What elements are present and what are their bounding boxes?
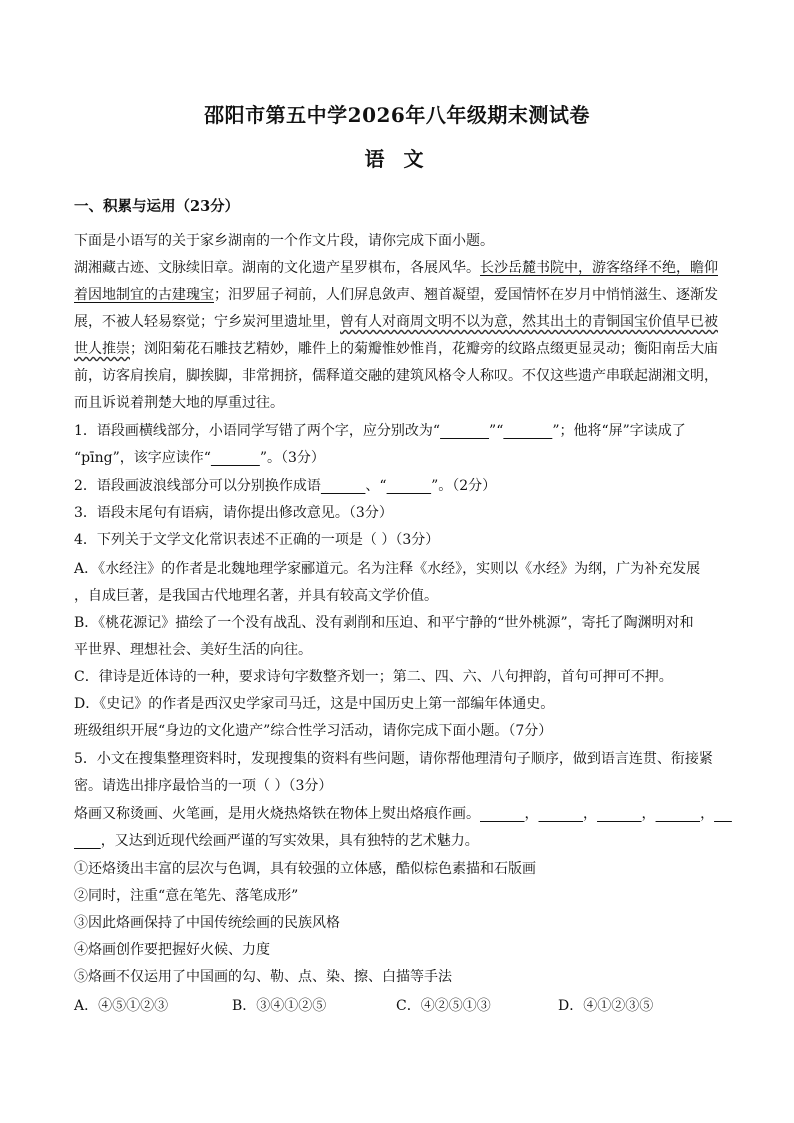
subject-title: 语 文 [364,147,430,171]
option-a-line-1: A．《水经注》的作者是北魏地理学家郦道元。名为注释《水经》，实则以《水经》为纲，广为补充发展 [74,561,701,577]
passage-line-1 [74,259,724,277]
answer-blank [597,806,642,822]
choice-a: A．④⑤①②③ [74,998,169,1014]
answer-blank [656,806,701,822]
wavy-underlined-text: 曾有人对商周文明不以为意，然其出土的青铜国宝价值早已被 [340,314,718,330]
question-1 [74,422,724,440]
passage-line-3 [74,313,724,331]
question-1-cont [74,449,724,467]
sentence-1: ①还烙烫出丰富的层次与色调，具有较强的立体感，酷似棕色素描和石版画 [74,861,536,877]
answer-blank [480,806,525,822]
question-5-cont: 密。请选出排序最恰当的一项（ ）（3分） [74,778,333,794]
passage-line-5: 前，访客肩挨肩，脚挨脚，非常拥挤，儒释道交融的建筑风格令人称叹。不仅这些遗产串联起湖湘文明， [74,368,718,384]
q1-text: ”；他将“屏”字读成了 [552,423,686,439]
activity-intro: 班级组织开展“身边的文化遗产”综合性学习活动，请你完成下面小题。（7分） [74,723,553,739]
passage-text: ；浏阳菊花石雕技艺精妙，雕件上的菊瓣惟妙惟肖，花瓣旁的纹路点缀更显灵动；衡阳南岳大庙 [130,341,718,357]
answer-blank [387,478,432,494]
sentence-2: ②同时，注重“意在笔先、落笔成形” [74,888,299,904]
q2-text: 2．语段画波浪线部分可以分别换作成语 [74,478,321,494]
exam-title: 邵阳市第五中学2026年八年级期末测试卷 [204,103,590,127]
option-b-line-1: B．《桃花源记》描绘了一个没有战乱、没有剥削和压迫、和平宁静的“世外桃源”，寄托了陶渊明对和 [74,615,694,631]
wavy-underlined-text: 世人推崇 [74,341,130,357]
q5-passage-text: ，又达到近现代绘画严谨的写实效果，具有独特的艺术魅力。 [100,833,479,849]
option-c: C．律诗是近体诗的一种，要求诗句字数整齐划一；第二、四、六、八句押韵，首句可押可不押。 [74,669,673,685]
passage-line-6: 而且诉说着荆楚大地的厚重过往。 [74,395,284,411]
option-a-line-2: ，自成巨著，是我国古代地理名著，并具有较高文学价值。 [74,588,438,604]
question-3: 3．语段末尾句有语病，请你提出修改意见。（3分） [74,505,393,521]
choice-c: C．④②⑤①③ [396,998,491,1014]
option-d: D．《史记》的作者是西汉史学家司马迁，这是中国历史上第一部编年体通史。 [74,696,555,712]
answer-blank [440,423,489,439]
choice-b: B．③④①②⑤ [232,998,327,1014]
sentence-4: ④烙画创作要把握好火候、力度 [74,942,270,958]
passage-text: ；汨罗屈子祠前，人们屏息敛声、翘首凝望，爱国情怀在岁月中悄悄滋生、逐渐发 [214,287,718,303]
option-b-line-2: 平世界、理想社会、美好生活的向往。 [74,642,312,658]
passage-text: 展，不被人轻易察觉；宁乡炭河里遗址里， [74,314,340,330]
question-2 [74,477,724,495]
choice-d: D．④①②③⑤ [558,998,654,1014]
answer-blank [539,806,584,822]
answer-blank [321,478,366,494]
sentence-3: ③因此烙画保持了中国传统绘画的民族风格 [74,915,340,931]
passage-line-4 [74,340,724,358]
passage-text: 湖湘藏古迹、文脉续旧章。湖南的文化遗产星罗棋布，各展风华。 [74,260,480,276]
q1-text: “pīng”，该字应读作“ [74,450,211,466]
question-4: 4．下列关于文学文化常识表述不正确的一项是（ ）（3分） [74,532,440,548]
q1-text: ”。（3分） [259,450,325,466]
q5-passage-text: 烙画又称烫画、火笔画，是用火烧热烙铁在物体上熨出烙痕作画。 [74,806,480,822]
section-heading: 一、积累与运用（23分） [74,198,240,215]
underlined-text: 着因地制宜的古建瑰宝 [74,287,214,303]
answer-blank [74,833,101,849]
answer-blank [714,806,732,822]
answer-blank [211,450,260,466]
q5-passage-line-2 [74,832,724,850]
passage-intro: 下面是小语写的关于家乡湖南的一个作文片段，请你完成下面小题。 [74,233,494,249]
q2-text: ”。（2分） [431,478,497,494]
q1-text: 1．语段画横线部分，小语同学写错了两个字，应分别改为“ [74,423,441,439]
q2-text: 、“ [365,478,387,494]
question-5: 5．小文在搜集整理资料时，发现搜集的资料有些问题，请你帮他理清句子顺序，做到语言连贯、衔接紧 [74,751,713,767]
sentence-5: ⑤烙画不仅运用了中国画的勾、勒、点、染、擦、白描等手法 [74,969,452,985]
passage-line-2 [74,286,724,304]
q1-text: ”“ [489,423,504,439]
underlined-text: 长沙岳麓书院中，游客络绎不绝，瞻仰 [480,260,718,276]
q5-passage-line-1: 烙画又称烫画、火笔画，是用火烧热烙铁在物体上熨出烙痕作画。 ， ， ， ， [74,805,724,823]
answer-blank [503,423,552,439]
